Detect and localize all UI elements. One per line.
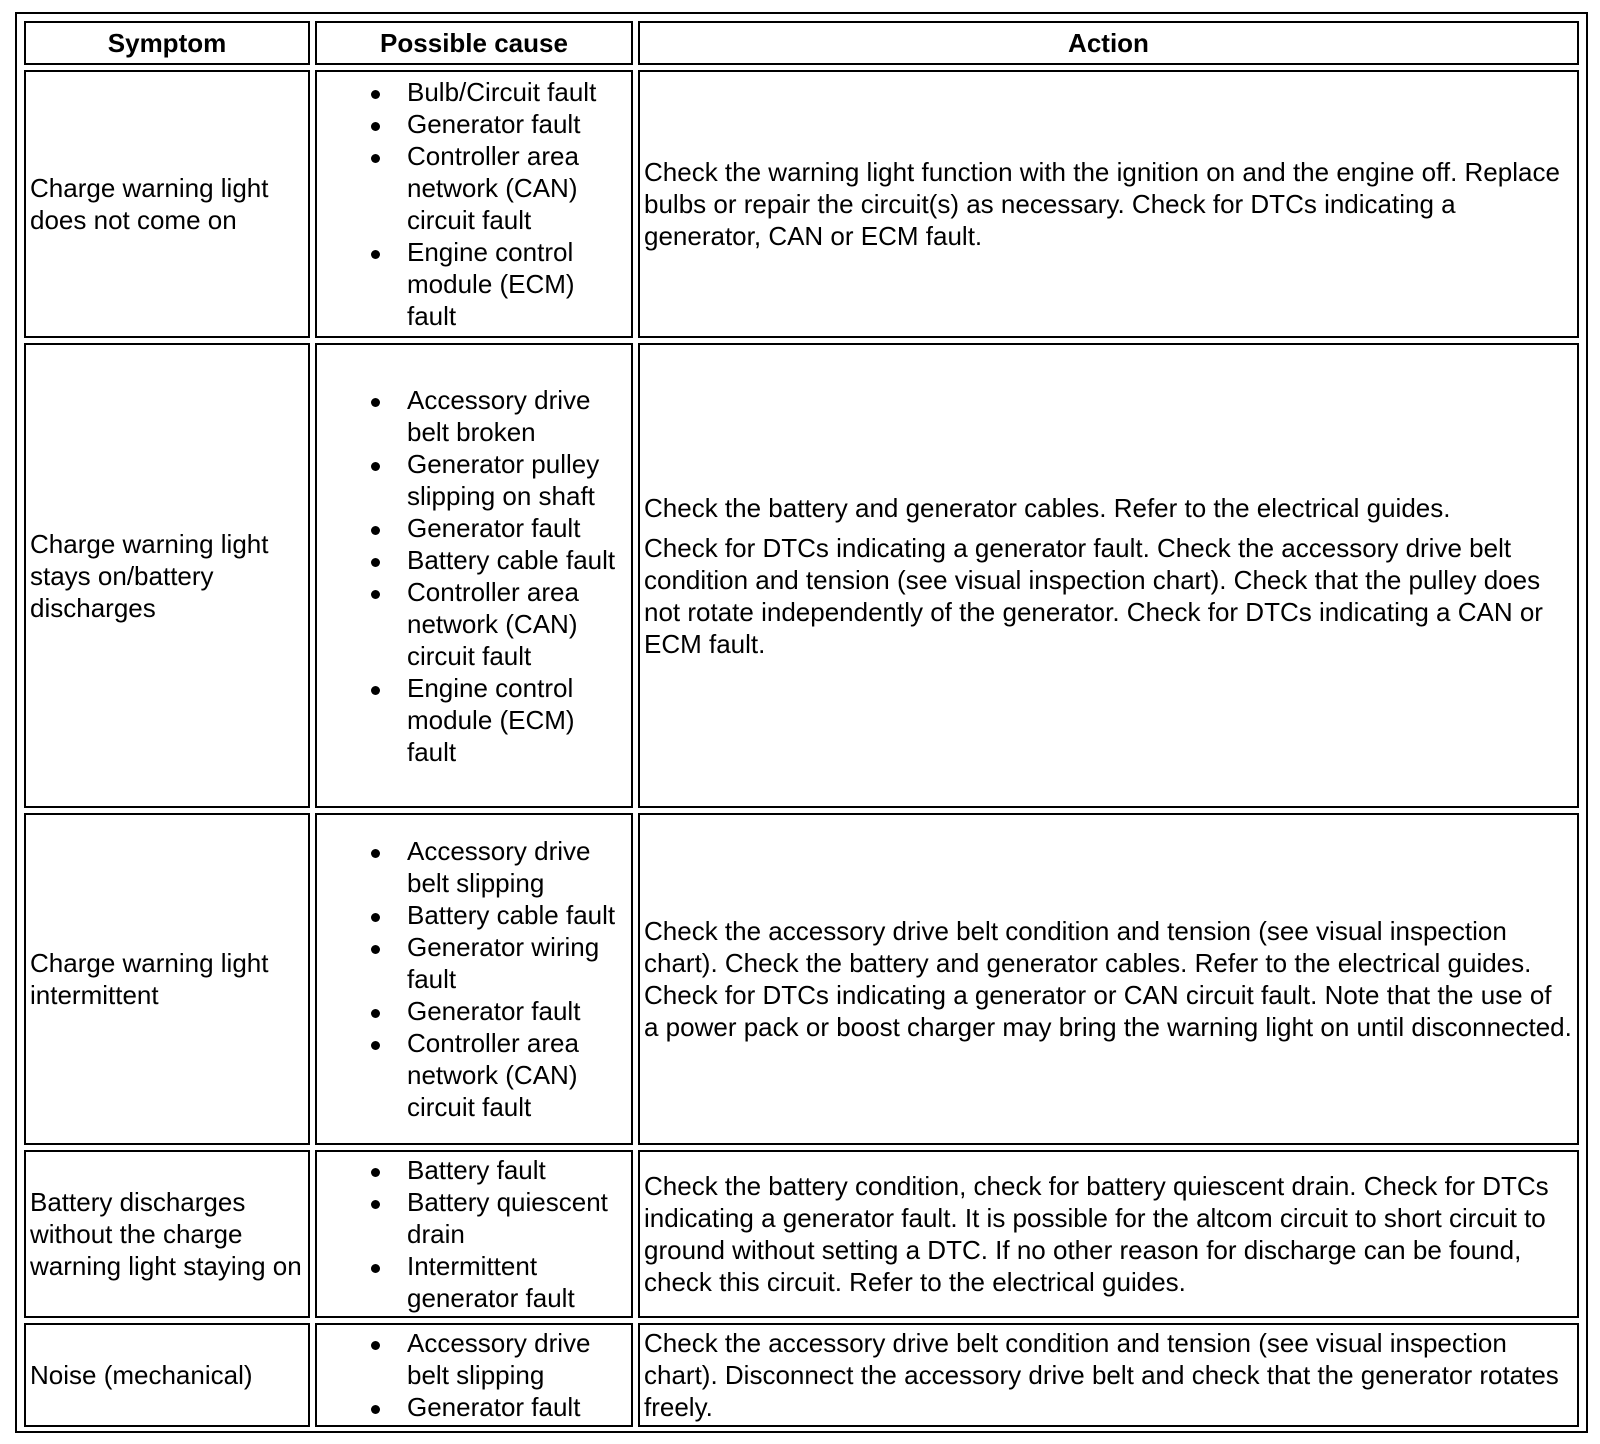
header-symptom: Symptom	[24, 21, 310, 65]
cause-list	[321, 1327, 627, 1423]
table-row	[24, 70, 1579, 338]
cause-cell	[315, 1150, 633, 1318]
cause-cell	[315, 70, 633, 338]
cause-item: Accessory drive belt slipping	[407, 1327, 627, 1391]
header-possible-cause: Possible cause	[315, 21, 633, 65]
cause-item: Engine control module (ECM) fault	[407, 672, 627, 768]
table-row	[24, 343, 1579, 808]
cause-cell	[315, 343, 633, 808]
cause-list	[321, 835, 627, 1123]
action-text: Check the accessory drive belt condition and tension (see visual inspection chart). Disconnect the accessory drive belt and check that the generator rotates freely.	[644, 1328, 1559, 1422]
table-row	[24, 813, 1579, 1145]
cause-item: Battery fault	[407, 1154, 627, 1186]
action-cell	[638, 1150, 1579, 1318]
cause-item: Controller area network (CAN) circuit fault	[407, 1027, 627, 1123]
cause-item: Accessory drive belt broken	[407, 384, 627, 448]
cause-item: Generator pulley slipping on shaft	[407, 448, 627, 512]
cause-list	[321, 76, 627, 332]
action-text: Check the warning light function with the ignition on and the engine off. Replace bulbs or repair the circuit(s) as necessary. Check for DTCs indicating a generator, CAN or ECM fault.	[644, 157, 1560, 251]
header-action: Action	[638, 21, 1579, 65]
header-row	[24, 21, 1579, 65]
symptom-cell: Battery discharges without the charge warning light staying on	[24, 1150, 310, 1318]
action-cell	[638, 813, 1579, 1145]
table-row	[24, 1150, 1579, 1318]
cause-item: Generator fault	[407, 512, 627, 544]
cause-item: Generator wiring fault	[407, 931, 627, 995]
action-text: Check the accessory drive belt condition and tension (see visual inspection chart). Check the battery and generator cables. Refer to the electrical guides. Check for DTCs indicating a generator or CAN circuit fault. Note that the use of a power pack or boost charger may bring the warning light on until disconnected.	[644, 916, 1572, 1042]
cause-cell	[315, 813, 633, 1145]
symptom-cell: Charge warning light stays on/battery discharges	[24, 343, 310, 808]
action-cell	[638, 343, 1579, 808]
cause-item: Generator fault	[407, 108, 627, 140]
table-row	[24, 1323, 1579, 1427]
cause-item: Battery quiescent drain	[407, 1186, 627, 1250]
cause-item: Controller area network (CAN) circuit fault	[407, 140, 627, 236]
cause-list	[321, 384, 627, 768]
cause-item: Controller area network (CAN) circuit fault	[407, 576, 627, 672]
cause-item: Accessory drive belt slipping	[407, 835, 627, 899]
diagnosis-table	[19, 16, 1584, 1432]
cause-item: Generator fault	[407, 1391, 627, 1423]
action-text: Check the battery condition, check for battery quiescent drain. Check for DTCs indicating a generator fault. It is possible for the altcom circuit to short circuit to ground without setting a DTC. If no other reason for discharge can be found, check this circuit. Refer to the electrical guides.	[644, 1171, 1549, 1297]
action-cell	[638, 70, 1579, 338]
cause-item: Battery cable fault	[407, 899, 627, 931]
cause-cell	[315, 1323, 633, 1427]
action-text: Check for DTCs indicating a generator fault. Check the accessory drive belt condition and tension (see visual inspection chart). Check that the pulley does not rotate independently of the generator. Check for DTCs indicating a CAN or ECM fault.	[644, 532, 1543, 659]
cause-item: Intermittent generator fault	[407, 1250, 627, 1314]
action-text: Check the battery and generator cables. Refer to the electrical guides.	[644, 492, 1451, 523]
symptom-cell: Noise (mechanical)	[24, 1323, 310, 1427]
symptom-cell: Charge warning light does not come on	[24, 70, 310, 338]
cause-item: Generator fault	[407, 995, 627, 1027]
cause-item: Bulb/Circuit fault	[407, 76, 627, 108]
cause-list	[321, 1154, 627, 1314]
cause-item: Battery cable fault	[407, 544, 627, 576]
action-cell	[638, 1323, 1579, 1427]
symptom-cell: Charge warning light intermittent	[24, 813, 310, 1145]
cause-item: Engine control module (ECM) fault	[407, 236, 627, 332]
